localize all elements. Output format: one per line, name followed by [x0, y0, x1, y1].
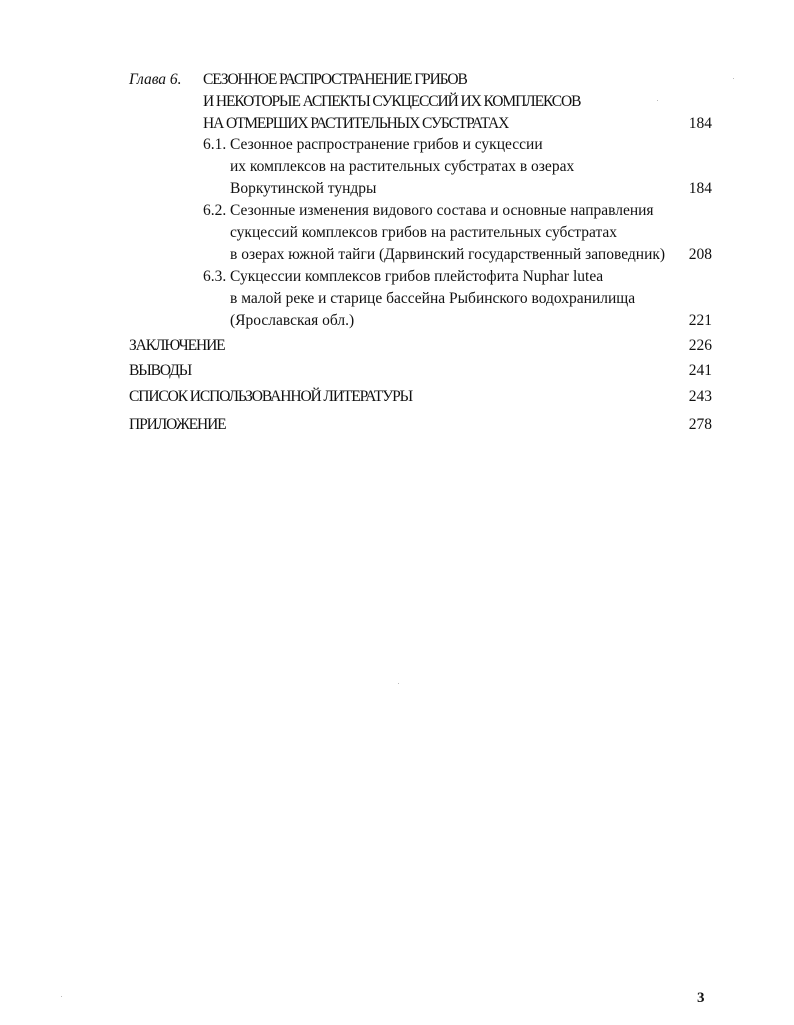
scan-speck — [398, 683, 399, 684]
chapter-title-line-2: И НЕКОТОРЫЕ АСПЕКТЫ СУКЦЕССИЙ ИХ КОМПЛЕКСОВ — [203, 93, 581, 110]
scan-speck — [657, 100, 658, 101]
toc-entry-page: 278 — [688, 416, 712, 433]
toc-entry-conclusion: ЗАКЛЮЧЕНИЕ — [129, 337, 225, 354]
section-line: (Ярославская обл.) — [230, 312, 355, 329]
scan-speck — [733, 78, 734, 79]
scan-speck — [61, 996, 62, 997]
section-line: Сукцессии комплексов грибов плейстофита Nuphar lutea — [230, 268, 604, 285]
section-line: в озерах южной тайги (Дарвинский государственный заповедник) — [230, 246, 666, 263]
toc-entry-appendix: ПРИЛОЖЕНИЕ — [129, 416, 226, 433]
toc-entry-page: 226 — [688, 337, 712, 354]
section-number: 6.3. — [203, 268, 227, 285]
page-number: 3 — [697, 990, 705, 1006]
section-line: в малой реке и старице бассейна Рыбинского водохранилища — [230, 290, 636, 307]
section-line: Сезонные изменения видового состава и основные направления — [230, 202, 654, 219]
section-line: их комплексов на растительных субстратах в озерах — [230, 158, 575, 175]
section-page: 208 — [688, 246, 712, 263]
section-line: Воркутинской тундры — [230, 180, 377, 197]
toc-entry-findings: ВЫВОДЫ — [129, 362, 192, 379]
chapter-title-line-1: СЕЗОННОЕ РАСПРОСТРАНЕНИЕ ГРИБОВ — [203, 71, 467, 88]
section-line: Сезонное распространение грибов и сукцессии — [230, 136, 543, 153]
section-number: 6.2. — [203, 202, 227, 219]
section-number: 6.1. — [203, 136, 227, 153]
toc-entry-references: СПИСОК ИСПОЛЬЗОВАННОЙ ЛИТЕРАТУРЫ — [129, 388, 413, 405]
chapter-page: 184 — [688, 115, 712, 132]
toc-entry-page: 241 — [688, 362, 712, 379]
chapter-title-line-3: НА ОТМЕРШИХ РАСТИТЕЛЬНЫХ СУБСТРАТАХ — [203, 115, 509, 132]
chapter-label: Глава 6. — [129, 71, 182, 88]
section-line: сукцессий комплексов грибов на растительных субстратах — [230, 224, 618, 241]
section-page: 184 — [688, 180, 712, 197]
toc-entry-page: 243 — [688, 388, 712, 405]
section-page: 221 — [688, 312, 712, 329]
